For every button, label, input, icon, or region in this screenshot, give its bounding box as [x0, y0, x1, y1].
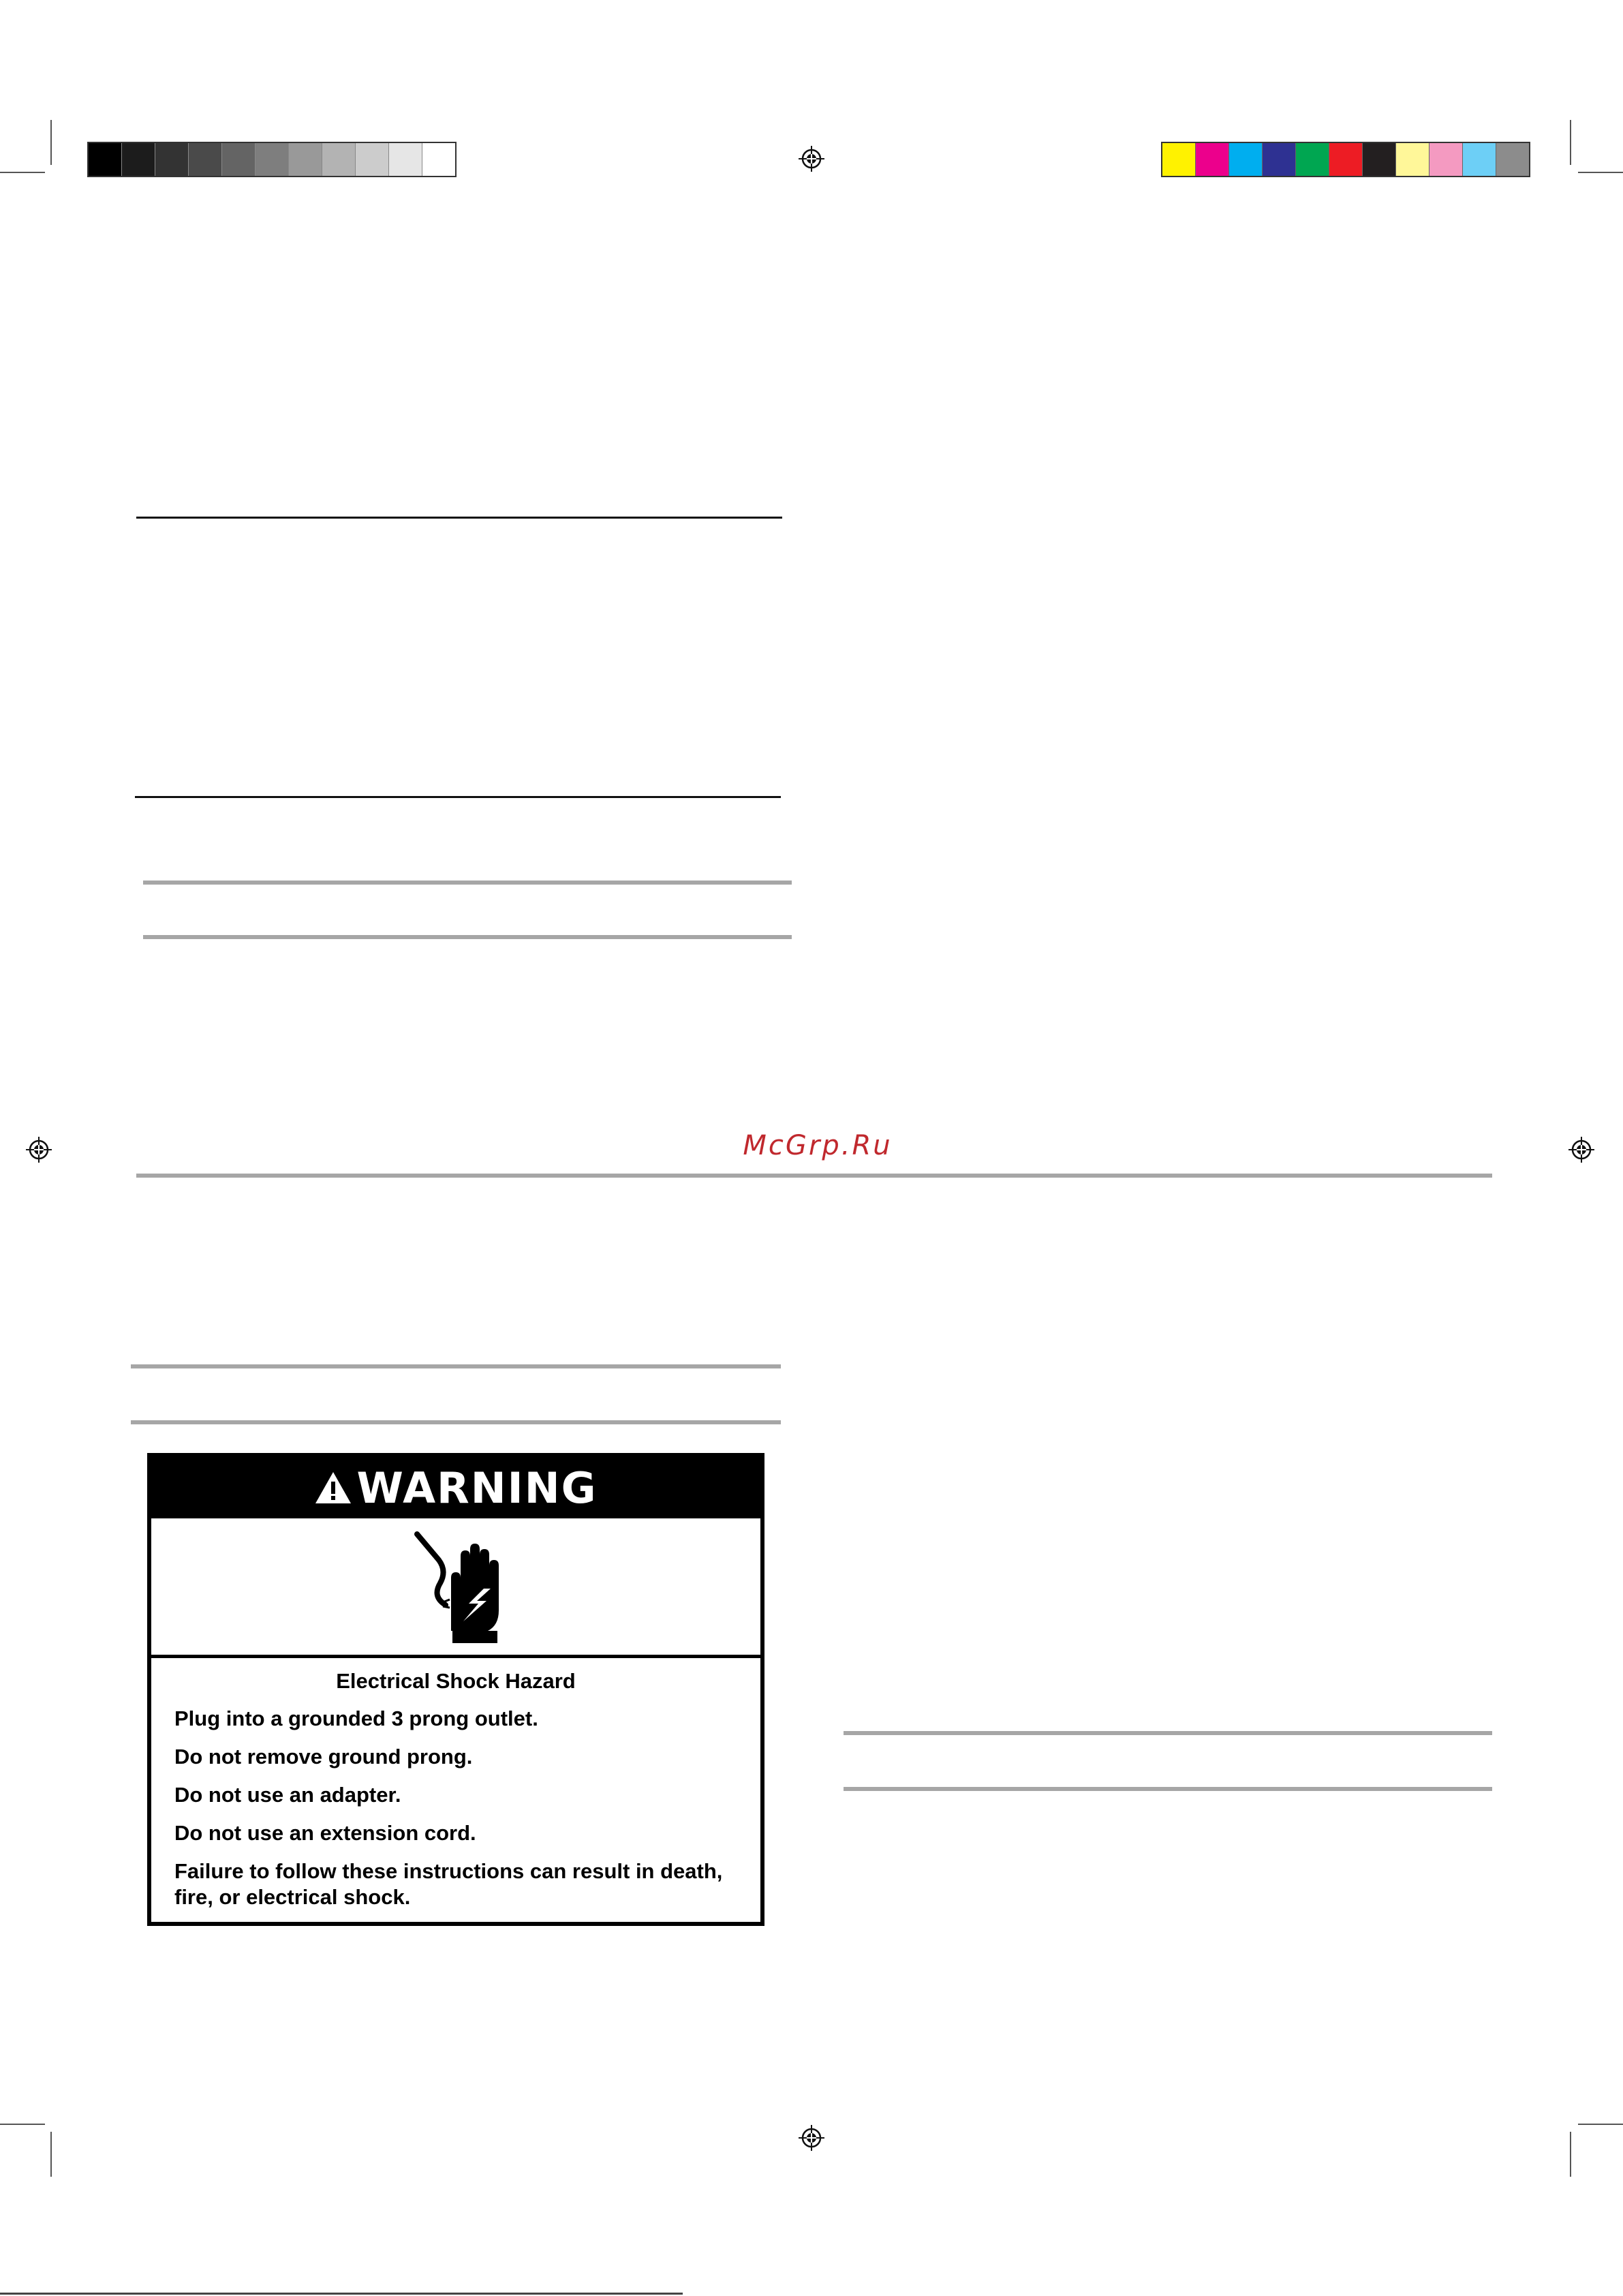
warning-header [151, 1457, 760, 1518]
grayscale-swatch [256, 143, 289, 176]
crop-mark-top-right-v [1570, 120, 1571, 165]
shock-symbol-area [151, 1518, 760, 1658]
grayscale-swatch [89, 143, 122, 176]
section-rule-gray-right-2 [844, 1787, 1492, 1791]
grayscale-swatch [389, 143, 422, 176]
watermark: McGrp.Ru [743, 1130, 893, 1161]
color-swatch [1263, 143, 1296, 176]
color-swatch [1162, 143, 1196, 176]
crop-mark-top-right-h [1578, 172, 1623, 173]
color-swatch [1229, 143, 1263, 176]
color-swatch [1329, 143, 1363, 176]
crop-mark-bottom-right-h [1578, 2124, 1623, 2125]
color-swatch [1296, 143, 1329, 176]
bottom-edge-line [0, 2293, 683, 2295]
crop-mark-bottom-left-v [50, 2132, 52, 2177]
grayscale-swatch [422, 143, 455, 176]
color-swatch [1363, 143, 1396, 176]
warning-box [147, 1453, 764, 1926]
warning-line: Do not use an extension cord. [174, 1821, 476, 1845]
color-calibration-bar [1161, 142, 1530, 177]
registration-mark-top-icon [799, 146, 824, 172]
grayscale-swatch [122, 143, 155, 176]
warning-line: Do not use an adapter. [174, 1783, 401, 1807]
section-rule-black-1 [136, 517, 782, 519]
color-swatch [1429, 143, 1463, 176]
crop-mark-top-left-h [0, 172, 45, 173]
registration-mark-left-icon [26, 1137, 52, 1163]
section-rule-gray-2 [143, 935, 792, 939]
grayscale-swatch [289, 143, 322, 176]
crop-mark-bottom-right-v [1570, 2132, 1571, 2177]
color-swatch [1496, 143, 1529, 176]
hazard-title: Electrical Shock Hazard [336, 1669, 576, 1693]
color-swatch [1196, 143, 1229, 176]
grayscale-swatch [356, 143, 389, 176]
warning-header-text: WARNING [356, 1463, 598, 1513]
crop-mark-bottom-left-h [0, 2124, 45, 2125]
warning-line: Failure to follow these instructions can result in death, fire, or electrical shock. [174, 1859, 723, 1909]
registration-mark-right-icon [1568, 1137, 1594, 1163]
warning-line: Plug into a grounded 3 prong outlet. [174, 1706, 538, 1730]
registration-mark-bottom-icon [799, 2125, 824, 2151]
grayscale-swatch [189, 143, 222, 176]
grayscale-swatch [222, 143, 256, 176]
section-rule-gray-3 [131, 1364, 781, 1368]
color-swatch [1396, 143, 1429, 176]
grayscale-swatch [155, 143, 189, 176]
color-swatch [1463, 143, 1496, 176]
crop-mark-top-left-v [50, 120, 52, 165]
warning-line: Do not remove ground prong. [174, 1745, 473, 1769]
section-rule-gray-right-1 [844, 1731, 1492, 1735]
electrical-shock-hand-icon [398, 1529, 514, 1644]
full-width-rule-gray [136, 1174, 1492, 1178]
section-rule-gray-4 [131, 1420, 781, 1424]
section-rule-gray-1 [143, 881, 792, 885]
section-rule-black-2 [135, 796, 781, 798]
warning-triangle-icon [314, 1471, 352, 1505]
grayscale-calibration-bar [87, 142, 457, 177]
grayscale-swatch [322, 143, 356, 176]
warning-text-block [151, 1658, 760, 1910]
